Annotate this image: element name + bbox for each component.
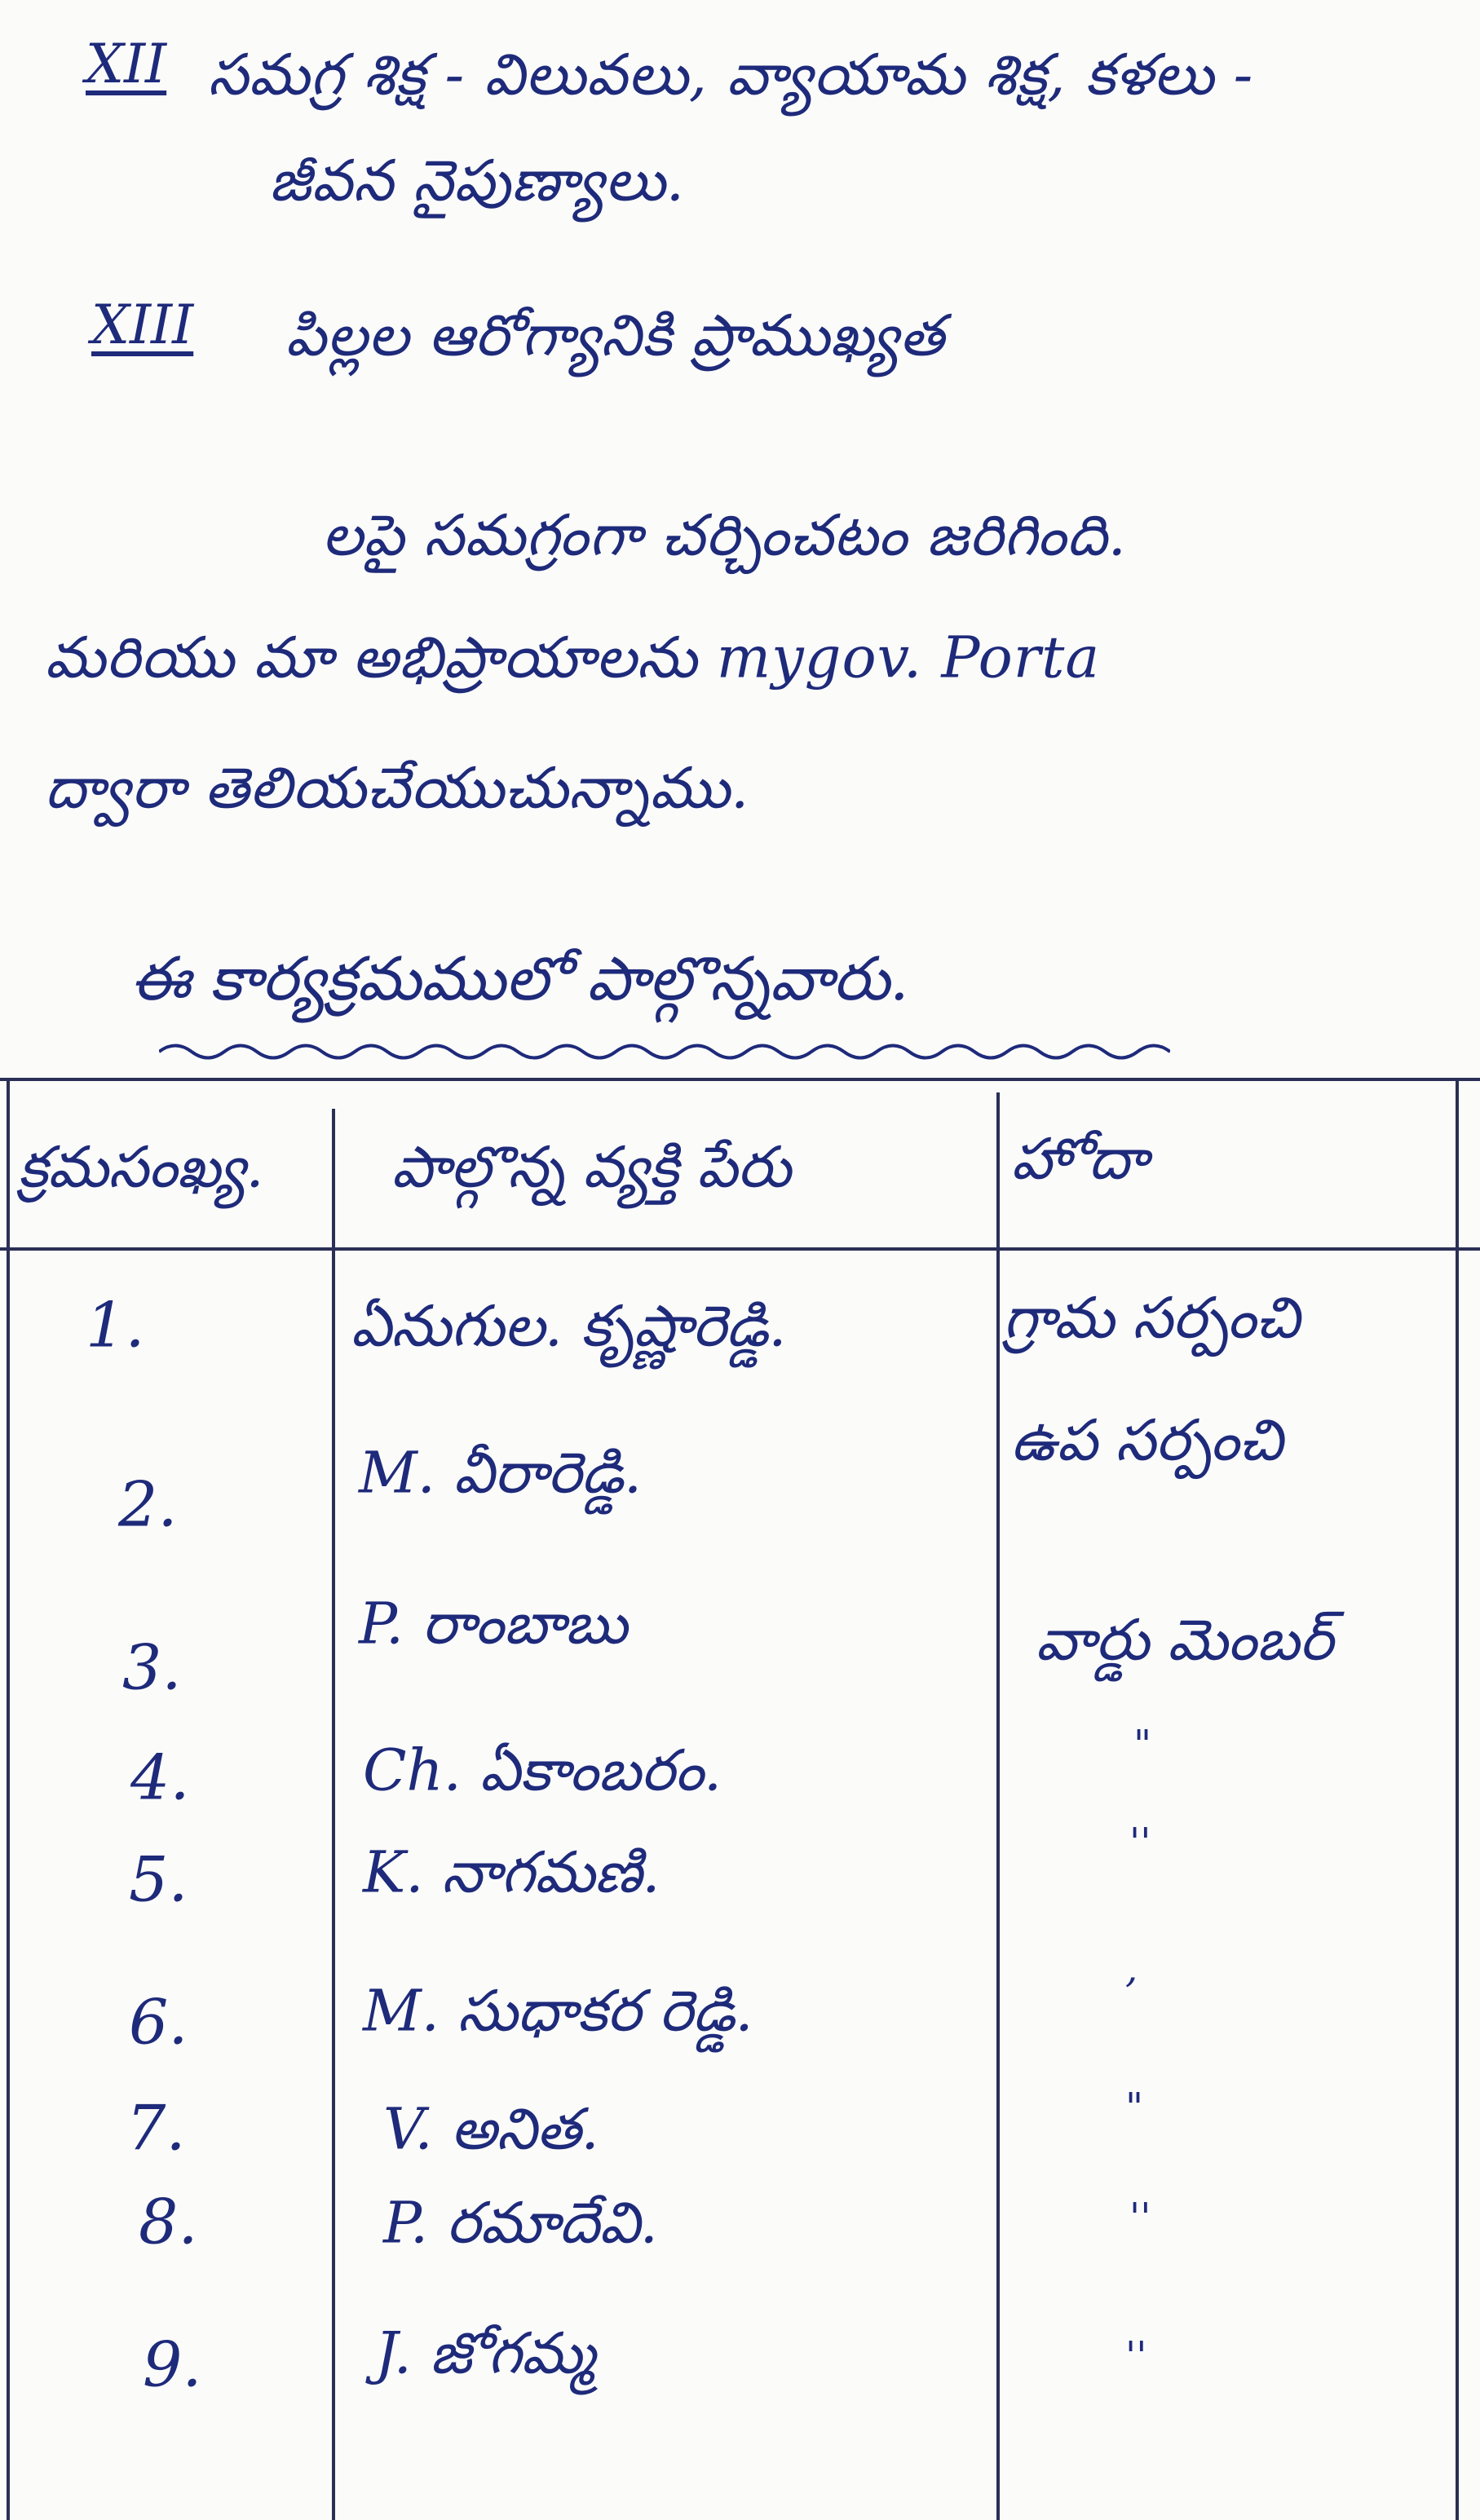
row-9-serial: 9. xyxy=(143,2328,202,2401)
header-participant-name: పాల్గొన్న వ్యక్తి పేరు xyxy=(391,1133,791,1201)
row-7-name: V. అనిత. xyxy=(383,2095,599,2163)
row-4-name: Ch. ఏకాంబరం. xyxy=(363,1737,722,1804)
row-6-role-ditto: , xyxy=(1125,1946,1138,1992)
title-wavy-underline xyxy=(159,1035,1170,1068)
row-5-name: K. నాగమణి. xyxy=(363,1838,660,1906)
row-6-name: M. సుధాకర రెడ్డి. xyxy=(363,1977,753,2045)
row-9-name: J. జోగమ్మ xyxy=(375,2319,595,2387)
header-serial-number: క్రమసంఖ్య. xyxy=(18,1133,264,1201)
row-3-name: P. రాంబాబు xyxy=(359,1590,628,1657)
row-6-serial: 6. xyxy=(129,1985,188,2059)
row-2-name: M. వీరారెడ్డి. xyxy=(359,1439,643,1507)
section-number-xii: XII xyxy=(86,33,167,95)
table-col-rule-1 xyxy=(332,1109,335,2520)
section-xii-heading: సమగ్ర శిక్ష - విలువలు, వ్యాయామ శిక్ష, కళలు - xyxy=(208,41,1254,108)
table-right-rule xyxy=(1456,1078,1459,2520)
section-xiii-heading: పిల్లల ఆరోగ్యానికి ప్రాముఖ్యత xyxy=(285,302,945,369)
row-2-role: ఉప సర్పంచి xyxy=(1011,1406,1283,1474)
row-5-role-ditto: '' xyxy=(1129,1820,1151,1865)
row-3-serial: 3. xyxy=(122,1631,182,1704)
row-4-serial: 4. xyxy=(130,1741,190,1814)
row-4-role-ditto: " xyxy=(1133,1722,1152,1768)
table-col-rule-2 xyxy=(996,1092,1000,2520)
table-top-rule xyxy=(0,1078,1480,1081)
row-3-role: వార్డు మెంబర్ xyxy=(1036,1606,1333,1674)
table-left-rule xyxy=(7,1078,10,2520)
participants-title: ఈ కార్యక్రమములో పాల్గొన్నవారు. xyxy=(130,944,909,1014)
row-2-serial: 2. xyxy=(118,1467,178,1541)
table-header-rule xyxy=(0,1247,1480,1251)
row-9-role-ditto: '' xyxy=(1125,2333,1147,2379)
row-8-serial: 8. xyxy=(139,2185,198,2258)
row-5-serial: 5. xyxy=(129,1843,188,1916)
paragraph-line-1: లపై సమగ్రంగా చర్చించటం జరిగింది. xyxy=(322,501,1127,569)
paragraph-line-2: మరియు మా అభిప్రాయాలను mygov. Porta xyxy=(45,624,1101,691)
row-7-role-ditto: " xyxy=(1125,2085,1144,2130)
row-1-serial: 1. xyxy=(86,1288,145,1362)
section-number-xiii: XIII xyxy=(91,293,194,356)
row-8-role-ditto: '' xyxy=(1129,2195,1151,2240)
header-designation: హోదా xyxy=(1011,1125,1148,1193)
row-1-role: గ్రామ సర్పంచి xyxy=(1003,1284,1300,1352)
row-8-name: P. రమాదేవి. xyxy=(383,2189,658,2257)
row-7-serial: 7. xyxy=(126,2091,186,2165)
paragraph-line-3: ద్వారా తెలియచేయుచున్నాము. xyxy=(45,754,750,822)
row-1-name: ఏనుగుల. కృష్ణారెడ్డి. xyxy=(351,1292,787,1360)
section-xii-heading-cont: జీవన నైపుణ్యాలు. xyxy=(269,147,686,214)
